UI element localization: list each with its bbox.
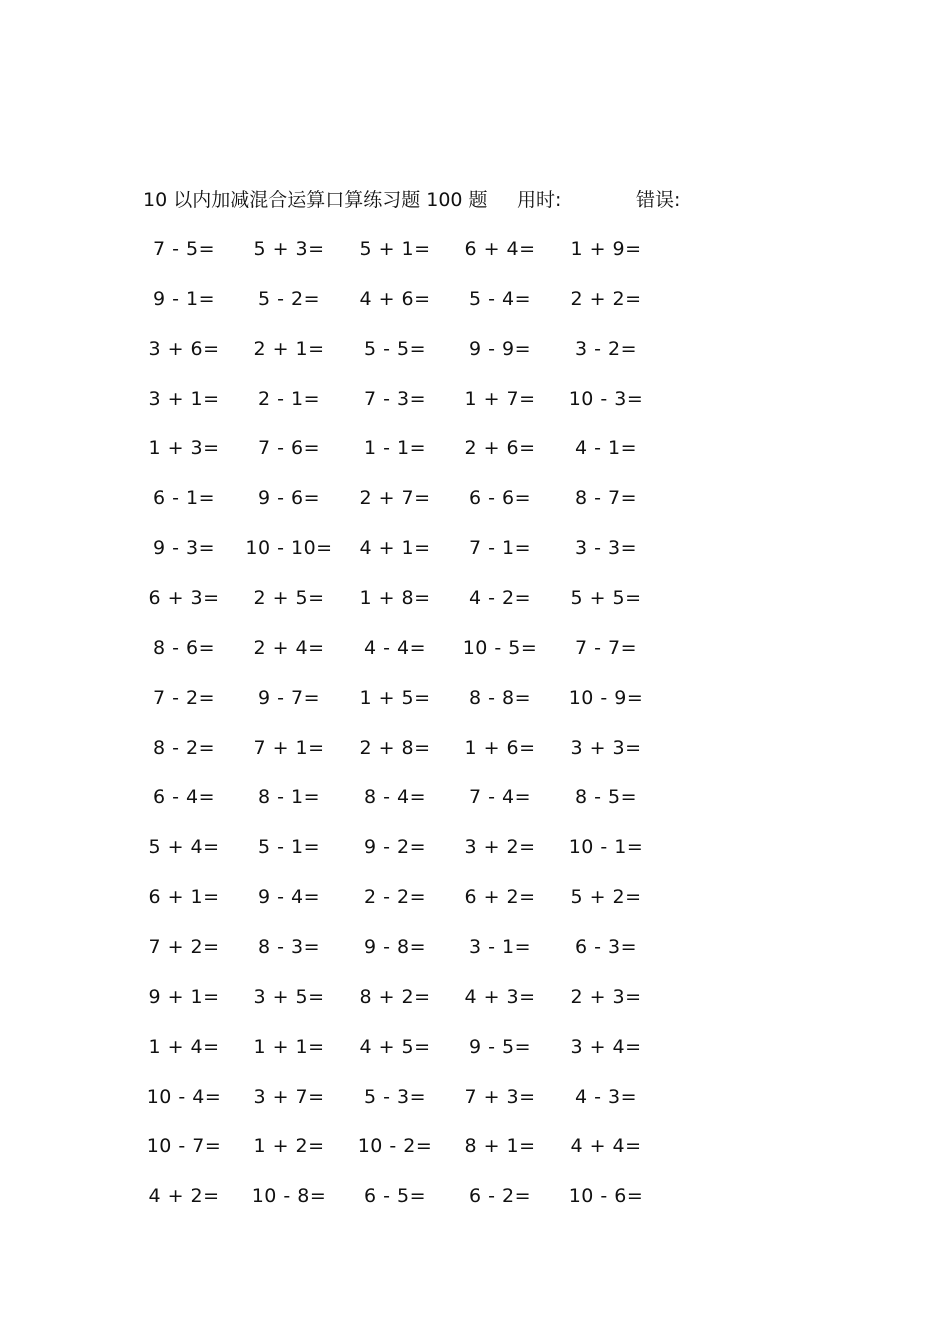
problem-item: 7 + 2= (148, 935, 220, 958)
problem-row (0, 384, 950, 414)
problem-item: 6 - 1= (152, 487, 216, 510)
problem-item: 6 - 5= (363, 1185, 427, 1208)
problem-row (0, 1131, 950, 1161)
problem-item: 10 - 7= (146, 1135, 222, 1158)
error-count-label: 错误: (636, 189, 681, 211)
problem-row (0, 483, 950, 513)
problem-item: 10 - 4= (146, 1085, 222, 1108)
problem-item: 5 - 3= (363, 1085, 427, 1108)
problem-row (0, 1032, 950, 1062)
problem-item: 5 + 1= (359, 238, 431, 260)
problem-item: 2 + 2= (570, 287, 642, 310)
problem-item: 8 - 4= (363, 786, 427, 809)
problem-item: 7 - 6= (257, 437, 321, 460)
problem-row (0, 733, 950, 763)
problem-row (0, 433, 950, 463)
problem-row (0, 583, 950, 613)
problem-item: 3 + 7= (253, 1085, 325, 1108)
problem-item: 4 + 6= (359, 287, 431, 310)
problem-item: 7 - 2= (152, 686, 216, 709)
problem-item: 8 - 2= (152, 736, 216, 759)
problem-item: 6 + 1= (148, 886, 220, 909)
problem-item: 8 + 2= (359, 985, 431, 1008)
problem-item: 5 - 1= (257, 836, 321, 859)
problem-item: 7 + 1= (253, 736, 325, 759)
problem-row (0, 1082, 950, 1112)
problem-item: 7 - 5= (152, 238, 216, 260)
problem-row (0, 832, 950, 862)
problem-row (0, 334, 950, 364)
problem-item: 3 - 1= (468, 935, 532, 958)
problem-item: 1 + 4= (148, 1035, 220, 1058)
problem-item: 2 - 2= (363, 886, 427, 909)
problem-item: 8 - 1= (257, 786, 321, 809)
problem-item: 4 + 1= (359, 537, 431, 560)
problem-item: 9 - 3= (152, 537, 216, 560)
problem-row (0, 234, 950, 264)
problem-item: 4 - 4= (363, 636, 427, 659)
problem-item: 3 - 3= (574, 537, 638, 560)
problem-item: 5 - 4= (468, 287, 532, 310)
problem-row (0, 782, 950, 812)
problem-item: 2 + 5= (253, 587, 325, 609)
problem-item: 5 + 4= (148, 836, 220, 859)
problem-item: 3 + 5= (253, 985, 325, 1008)
problem-item: 6 + 3= (148, 587, 220, 609)
problem-item: 5 + 3= (253, 238, 325, 260)
problem-item: 3 - 2= (574, 337, 638, 360)
problem-item: 9 - 4= (257, 886, 321, 909)
problem-item: 8 - 8= (468, 686, 532, 709)
problem-item: 6 + 4= (464, 238, 536, 260)
problem-row (0, 633, 950, 663)
time-used-label: 用时: (517, 189, 562, 211)
worksheet-title: 10 以内加减混合运算口算练习题 100 题 (143, 189, 488, 211)
problem-item: 9 - 9= (468, 337, 532, 360)
problem-item: 6 - 6= (468, 487, 532, 510)
problem-item: 8 - 7= (574, 487, 638, 510)
problem-item: 2 + 4= (253, 636, 325, 659)
problem-item: 7 - 4= (468, 786, 532, 809)
problem-item: 9 - 2= (363, 836, 427, 859)
problem-item: 8 - 6= (152, 636, 216, 659)
problem-item: 4 + 4= (570, 1135, 642, 1158)
problem-item: 1 - 1= (363, 437, 427, 460)
problem-item: 6 - 3= (574, 935, 638, 958)
problem-item: 5 - 5= (363, 337, 427, 360)
problem-item: 1 + 2= (253, 1135, 325, 1158)
problem-item: 10 - 10= (245, 537, 333, 560)
problem-item: 6 - 4= (152, 786, 216, 809)
problem-item: 1 + 7= (464, 387, 536, 410)
problem-item: 3 + 1= (148, 387, 220, 410)
problem-item: 2 + 8= (359, 736, 431, 759)
problem-item: 9 - 8= (363, 935, 427, 958)
problem-item: 6 + 2= (464, 886, 536, 909)
problem-item: 1 + 1= (253, 1035, 325, 1058)
problem-item: 7 + 3= (464, 1085, 536, 1108)
problem-item: 4 - 3= (574, 1085, 638, 1108)
problem-item: 2 - 1= (257, 387, 321, 410)
problem-item: 5 + 5= (570, 587, 642, 609)
problem-item: 2 + 7= (359, 487, 431, 510)
problem-item: 9 - 7= (257, 686, 321, 709)
problem-item: 9 - 6= (257, 487, 321, 510)
problem-item: 8 + 1= (464, 1135, 536, 1158)
problem-item: 2 + 6= (464, 437, 536, 460)
problem-item: 4 - 2= (468, 587, 532, 609)
problem-item: 6 - 2= (468, 1185, 532, 1208)
problem-item: 4 + 5= (359, 1035, 431, 1058)
problem-item: 7 - 7= (574, 636, 638, 659)
problem-item: 9 - 5= (468, 1035, 532, 1058)
problem-item: 7 - 3= (363, 387, 427, 410)
problem-item: 1 + 8= (359, 587, 431, 609)
problem-item: 2 + 1= (253, 337, 325, 360)
problem-row (0, 683, 950, 713)
problem-item: 10 - 1= (568, 836, 644, 859)
problem-item: 10 - 2= (357, 1135, 433, 1158)
problem-row (0, 533, 950, 563)
problem-row (0, 932, 950, 962)
problem-item: 1 + 3= (148, 437, 220, 460)
problem-item: 4 + 2= (148, 1185, 220, 1208)
problem-item: 2 + 3= (570, 985, 642, 1008)
problem-item: 5 + 2= (570, 886, 642, 909)
problem-item: 8 - 5= (574, 786, 638, 809)
problem-item: 1 + 6= (464, 736, 536, 759)
problem-item: 4 + 3= (464, 985, 536, 1008)
problem-item: 10 - 6= (568, 1185, 644, 1208)
problem-item: 1 + 9= (570, 238, 642, 260)
problem-item: 9 - 1= (152, 287, 216, 310)
problem-item: 10 - 8= (251, 1185, 327, 1208)
problem-row (0, 284, 950, 314)
problem-item: 4 - 1= (574, 437, 638, 460)
problem-item: 3 + 6= (148, 337, 220, 360)
problem-item: 5 - 2= (257, 287, 321, 310)
problem-item: 10 - 5= (462, 636, 538, 659)
problem-item: 10 - 9= (568, 686, 644, 709)
problem-item: 3 + 2= (464, 836, 536, 859)
problem-item: 10 - 3= (568, 387, 644, 410)
problem-item: 1 + 5= (359, 686, 431, 709)
problem-item: 3 + 3= (570, 736, 642, 759)
problem-row (0, 982, 950, 1012)
problem-item: 8 - 3= (257, 935, 321, 958)
problem-item: 9 + 1= (148, 985, 220, 1008)
problem-item: 3 + 4= (570, 1035, 642, 1058)
problem-row (0, 1181, 950, 1211)
problem-row (0, 882, 950, 912)
problem-item: 7 - 1= (468, 537, 532, 560)
